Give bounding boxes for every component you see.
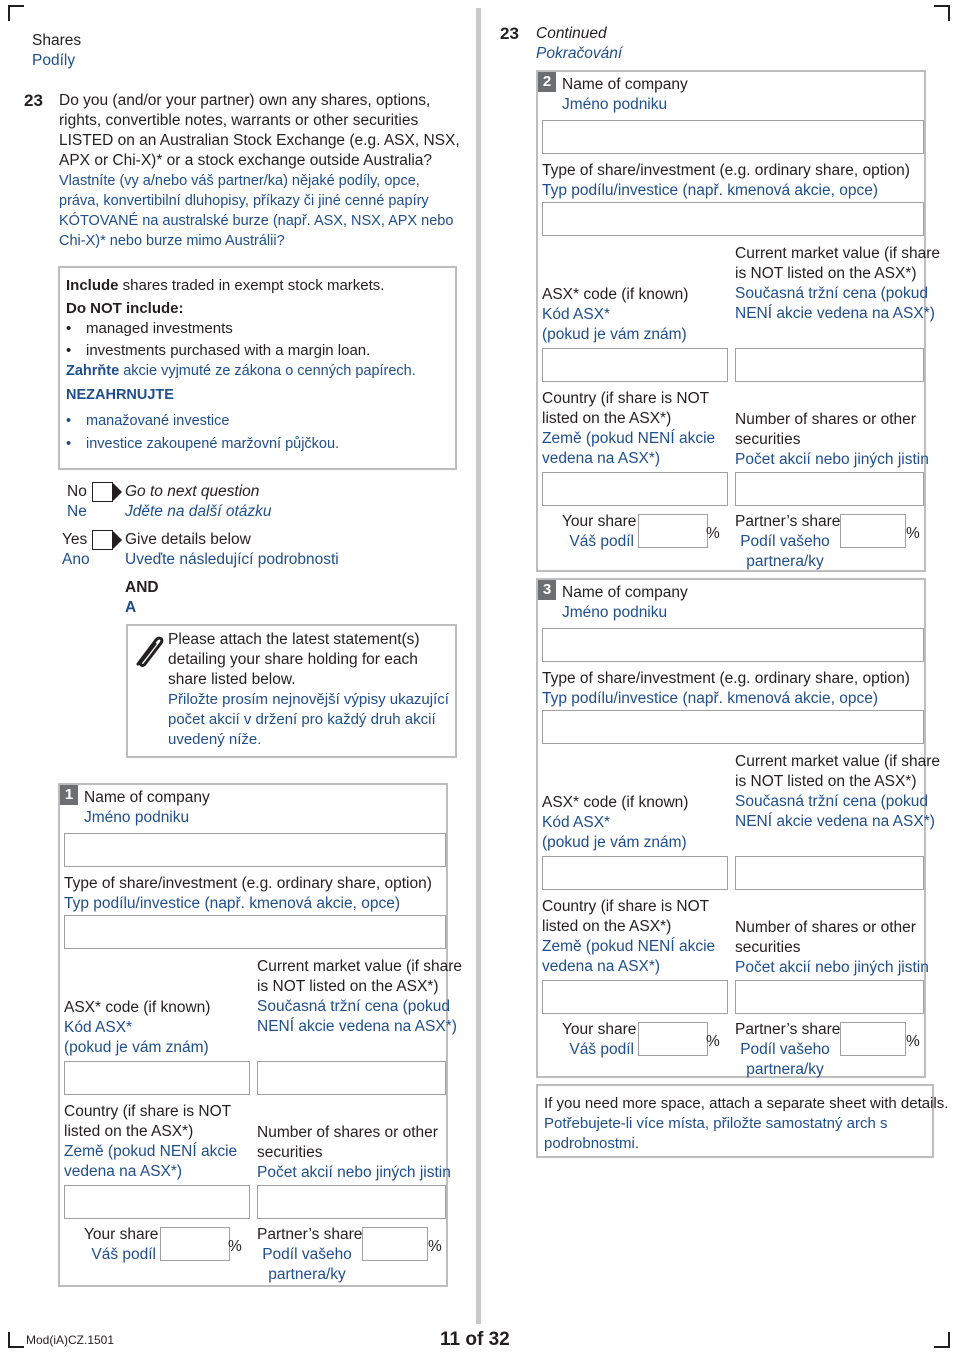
- percent-sign: %: [906, 1033, 920, 1050]
- asx-code-label-cs: (pokud je vám znám): [542, 326, 687, 343]
- continued-number: 23: [500, 24, 519, 43]
- crop-mark: [934, 1346, 950, 1348]
- include-info-box: [58, 266, 457, 470]
- question-line: rights, convertible notes, warrants or other securities: [59, 112, 419, 129]
- country-label: listed on the ASX*): [64, 1123, 194, 1140]
- asx-code-label: ASX* code (if known): [64, 999, 211, 1016]
- number-of-shares-input[interactable]: [735, 980, 924, 1014]
- number-of-shares-input[interactable]: [735, 472, 924, 506]
- partner-share-label-cs: Podíl vašeho: [740, 533, 830, 550]
- percent-sign: %: [906, 525, 920, 542]
- number-of-shares-label: securities: [735, 939, 801, 956]
- crop-mark: [934, 5, 950, 7]
- attach-note-line: detailing your share holding for each: [168, 651, 418, 668]
- company-label-cs: Jméno podniku: [84, 809, 190, 826]
- type-label-cs: Typ podílu/investice (např. kmenová akcie, opce): [542, 182, 879, 199]
- country-input[interactable]: [542, 472, 728, 506]
- company-label: Name of company: [84, 789, 210, 806]
- question-line: APX or Chi-X)* or a stock exchange outside Australia?: [59, 152, 433, 169]
- share-type-input[interactable]: [64, 915, 446, 949]
- partner-share-input[interactable]: [840, 514, 906, 548]
- form-code: Mod(iA)CZ.1501: [26, 1333, 115, 1347]
- entry-number: 3: [538, 580, 556, 600]
- type-label-cs: Typ podílu/investice (např. kmenová akcie, opce): [64, 895, 401, 912]
- yes-action: Give details below Uveďte následující podrobnosti: [125, 531, 339, 568]
- asx-code-label-cs: Kód ASX*: [542, 814, 611, 831]
- crop-mark: [8, 5, 10, 21]
- your-share-label-cs: Váš podíl: [91, 1246, 156, 1263]
- country-label: Country (if share is NOT: [542, 898, 710, 915]
- number-of-shares-input[interactable]: [257, 1185, 446, 1219]
- question-number: 23: [24, 91, 43, 110]
- attach-note-line-cs: uvedený níže.: [168, 731, 262, 748]
- more-space-text: If you need more space, attach a separate sheet with details.: [544, 1095, 949, 1112]
- partner-share-label-cs: Podíl vašeho: [740, 1041, 830, 1058]
- paperclip-icon: [130, 630, 166, 670]
- attach-note-box: [126, 624, 457, 758]
- percent-sign: %: [706, 525, 720, 542]
- bullet-item-cs: • manažované investice: [86, 411, 451, 431]
- partner-share-label-cs: partnera/ky: [268, 1266, 346, 1283]
- share-entry-panel-1: [58, 783, 463, 1287]
- attach-note-line-cs: Přiložte prosím nejnovější výpisy ukazující: [168, 691, 449, 708]
- your-share-label-cs: Váš podíl: [569, 1041, 634, 1058]
- include-label: Include: [66, 277, 119, 294]
- question-line-cs: Vlastníte (vy a/nebo váš partner/ka) nějaké podíly, opce,: [59, 173, 420, 189]
- country-label: Country (if share is NOT: [542, 390, 710, 407]
- company-label-cs: Jméno podniku: [562, 604, 668, 621]
- country-label-cs: Země (pokud NENÍ akcie: [542, 938, 716, 955]
- type-label: Type of share/investment (e.g. ordinary share, option): [542, 162, 910, 179]
- crop-mark: [8, 5, 24, 7]
- and-label: AND A: [125, 579, 159, 616]
- crop-mark: [8, 1346, 24, 1348]
- partner-share-input[interactable]: [362, 1227, 428, 1261]
- company-name-input[interactable]: [64, 833, 446, 867]
- number-of-shares-label: Number of shares or other: [735, 919, 916, 936]
- market-value-input[interactable]: [735, 348, 924, 382]
- bullet-item: • investments purchased with a margin loan.: [86, 341, 451, 361]
- section-title-cs: Podíly: [32, 52, 76, 69]
- your-share-label: Your share: [84, 1226, 159, 1243]
- country-label: listed on the ASX*): [542, 918, 672, 935]
- partner-share-label: Partner’s share: [735, 513, 841, 530]
- more-space-text-cs: Potřebujete-li více místa, přiložte samostatný arch s: [544, 1115, 888, 1132]
- market-value-label-cs: NENÍ akcie vedena na ASX*): [735, 813, 935, 830]
- more-space-text-cs: podrobnostmi.: [544, 1135, 640, 1152]
- country-label-cs: Země (pokud NENÍ akcie: [64, 1143, 238, 1160]
- market-value-label-cs: NENÍ akcie vedena na ASX*): [257, 1018, 457, 1035]
- market-value-label: is NOT listed on the ASX*): [257, 978, 439, 995]
- number-of-shares-label-cs: Počet akcií nebo jiných jistin: [257, 1164, 451, 1181]
- market-value-label-cs: Současná tržní cena (pokud: [735, 285, 929, 302]
- market-value-label: Current market value (if share: [257, 958, 463, 975]
- market-value-label: is NOT listed on the ASX*): [735, 773, 917, 790]
- asx-code-input[interactable]: [542, 856, 728, 890]
- number-of-shares-label-cs: Počet akcií nebo jiných jistin: [735, 451, 929, 468]
- country-label: Country (if share is NOT: [64, 1103, 232, 1120]
- number-of-shares-label: Number of shares or other: [735, 411, 916, 428]
- asx-code-label-cs: Kód ASX*: [542, 306, 611, 323]
- asx-code-input[interactable]: [64, 1061, 250, 1095]
- country-label-cs: Země (pokud NENÍ akcie: [542, 430, 716, 447]
- number-of-shares-label: securities: [735, 431, 801, 448]
- company-label-cs: Jméno podniku: [562, 96, 668, 113]
- market-value-label-cs: NENÍ akcie vedena na ASX*): [735, 305, 935, 322]
- number-of-shares-label: Number of shares or other: [257, 1124, 438, 1141]
- partner-share-label-cs: partnera/ky: [746, 553, 824, 570]
- country-input[interactable]: [542, 980, 728, 1014]
- type-label: Type of share/investment (e.g. ordinary share, option): [542, 670, 910, 687]
- your-share-label: Your share: [562, 513, 637, 530]
- yes-checkbox[interactable]: [92, 530, 122, 550]
- your-share-input[interactable]: [160, 1227, 230, 1261]
- include-label-cs: Zahrňte: [66, 363, 120, 379]
- market-value-label: Current market value (if share: [735, 753, 941, 770]
- your-share-input[interactable]: [638, 514, 708, 548]
- no-checkbox[interactable]: [92, 482, 122, 502]
- market-value-label-cs: Současná tržní cena (pokud: [257, 998, 451, 1015]
- partner-share-label: Partner’s share: [257, 1226, 363, 1243]
- percent-sign: %: [228, 1238, 242, 1255]
- country-label-cs: vedena na ASX*): [542, 958, 661, 975]
- answer-yes-label: Yes Ano: [62, 531, 90, 568]
- market-value-input[interactable]: [257, 1061, 446, 1095]
- include-text-cs: akcie vyjmuté ze zákona o cenných papírech.: [119, 363, 416, 379]
- number-of-shares-label: securities: [257, 1144, 323, 1161]
- no-action: Go to next question Jděte na další otázku: [125, 483, 272, 520]
- question-line-cs: práva, konvertibilní dluhopisy, příkazy či jiné cenné papíry: [59, 193, 429, 209]
- include-text: shares traded in exempt stock markets.: [118, 277, 385, 294]
- partner-share-label: Partner’s share: [735, 1021, 841, 1038]
- type-label: Type of share/investment (e.g. ordinary share, option): [64, 875, 432, 892]
- attach-note-line: share listed below.: [168, 671, 296, 688]
- bullet-item: • managed investments: [86, 319, 451, 339]
- share-entry-panel-3: [536, 578, 941, 1078]
- percent-sign: %: [428, 1238, 442, 1255]
- question-line-cs: KÓTOVANÉ na australské burze (např. ASX, NSX, APX nebo: [59, 213, 454, 229]
- attach-note-line: Please attach the latest statement(s): [168, 631, 420, 648]
- market-value-input[interactable]: [735, 856, 924, 890]
- entry-number: 2: [538, 72, 556, 92]
- your-share-label: Your share: [562, 1021, 637, 1038]
- partner-share-input[interactable]: [840, 1022, 906, 1056]
- company-label: Name of company: [562, 584, 688, 601]
- company-name-input[interactable]: [542, 628, 924, 662]
- country-label-cs: vedena na ASX*): [64, 1163, 183, 1180]
- crop-mark: [948, 5, 950, 21]
- your-share-input[interactable]: [638, 1022, 708, 1056]
- share-entry-panel-2: [536, 70, 941, 572]
- partner-share-label-cs: Podíl vašeho: [262, 1246, 352, 1263]
- country-label: listed on the ASX*): [542, 410, 672, 427]
- question-line: LISTED on an Australian Stock Exchange (e.g. ASX, NSX,: [59, 132, 460, 149]
- market-value-label: Current market value (if share: [735, 245, 941, 262]
- asx-code-label-cs: (pokud je vám znám): [64, 1039, 209, 1056]
- section-title: Shares: [32, 32, 82, 49]
- percent-sign: %: [706, 1033, 720, 1050]
- question-line-cs: Chi-X)* nebo burze mimo Austrálii?: [59, 233, 285, 249]
- asx-code-label-cs: (pokud je vám znám): [542, 834, 687, 851]
- your-share-label-cs: Váš podíl: [569, 533, 634, 550]
- column-divider: [476, 8, 481, 1324]
- bullet-item-cs: • investice zakoupené maržovní půjčkou.: [86, 434, 451, 454]
- share-type-input[interactable]: [542, 202, 924, 236]
- page-number: 11 of 32: [440, 1329, 510, 1350]
- asx-code-input[interactable]: [542, 348, 728, 382]
- market-value-label-cs: Současná tržní cena (pokud: [735, 793, 929, 810]
- attach-note-line-cs: počet akcií v držení pro každý druh akcií: [168, 711, 436, 728]
- asx-code-label: ASX* code (if known): [542, 794, 689, 811]
- more-space-box: [536, 1084, 949, 1158]
- continued-label: Continued Pokračování: [536, 25, 623, 62]
- do-not-include-label-cs: NEZAHRNUJTE: [66, 387, 174, 403]
- question-text: [59, 91, 469, 251]
- country-label-cs: vedena na ASX*): [542, 450, 661, 467]
- market-value-label: is NOT listed on the ASX*): [735, 265, 917, 282]
- country-input[interactable]: [64, 1185, 250, 1219]
- partner-share-label-cs: partnera/ky: [746, 1061, 824, 1078]
- company-name-input[interactable]: [542, 120, 924, 154]
- do-not-include-label: Do NOT include:: [66, 300, 184, 317]
- asx-code-label-cs: Kód ASX*: [64, 1019, 133, 1036]
- type-label-cs: Typ podílu/investice (např. kmenová akcie, opce): [542, 690, 879, 707]
- number-of-shares-label-cs: Počet akcií nebo jiných jistin: [735, 959, 929, 976]
- share-type-input[interactable]: [542, 710, 924, 744]
- question-line: Do you (and/or your partner) own any shares, options,: [59, 92, 431, 109]
- asx-code-label: ASX* code (if known): [542, 286, 689, 303]
- answer-no-label: No Ne: [67, 483, 87, 520]
- section-header: [32, 31, 81, 71]
- company-label: Name of company: [562, 76, 688, 93]
- entry-number: 1: [60, 785, 78, 805]
